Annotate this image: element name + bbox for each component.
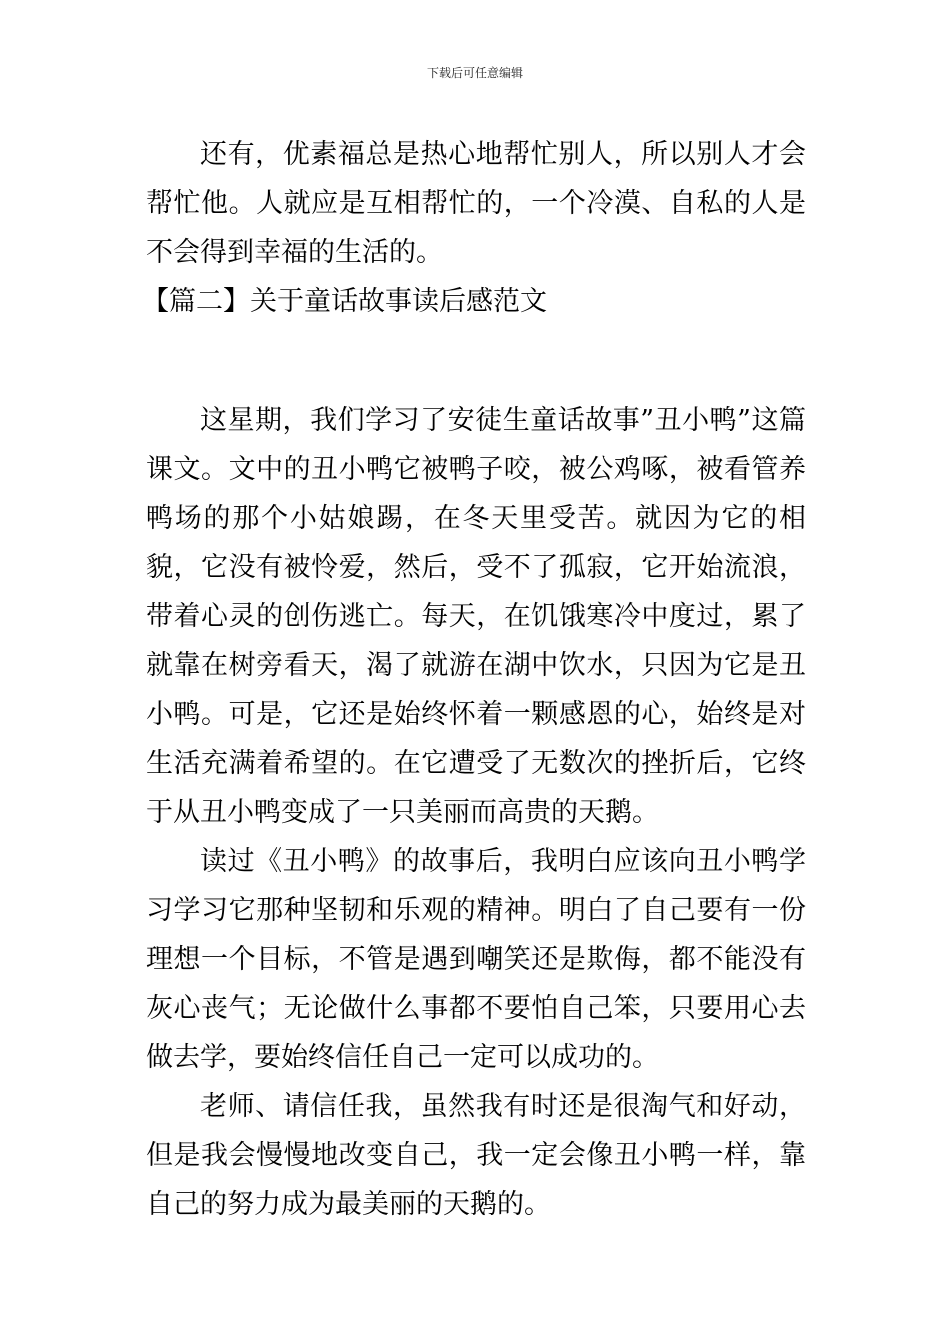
paragraph-3: 读过《丑小鸭》的故事后，我明白应该向丑小鸭学习学习它那种坚韧和乐观的精神。明白了自己要有一份理想一个目标，不管是遇到嘲笑还是欺侮，都不能没有灰心丧气；无论做什么事都不要怕自己笨，只要用心去做去学，要始终信任自己一定可以成功的。 <box>146 846 806 1073</box>
paragraph-2: 这星期，我们学习了安徒生童话故事”丑小鸭”这篇课文。文中的丑小鸭它被鸭子咬，被公鸡啄，被看管养鸭场的那个小姑娘踢，在冬天里受苦。就因为它的相貌，它没有被怜爱，然后，受不了孤寂，它开始流浪，带着心灵的创伤逃亡。每天，在饥饿寒冷中度过，累了就靠在树旁看天，渴了就游在湖中饮水，只因为它是丑小鸭。可是，它还是始终怀着一颗感恩的心，始终是对生活充满着希望的。在它遭受了无数次的挫折后，它终于从丑小鸭变成了一只美丽而高贵的天鹅。 <box>146 405 806 828</box>
paragraph-1: 还有，优素福总是热心地帮忙别人，所以别人才会帮忙他。人就应是互相帮忙的，一个冷漠、自私的人是不会得到幸福的生活的。 <box>146 139 806 268</box>
section-spacer <box>146 326 806 396</box>
document-body <box>142 130 806 1229</box>
paragraph-4: 老师、请信任我，虽然我有时还是很淘气和好动，但是我会慢慢地改变自己，我一定会像丑小鸭一样，靠自己的努力成为最美丽的天鹅的。 <box>146 1091 806 1220</box>
section-title: 【篇二】关于童话故事读后感范文 <box>142 286 547 317</box>
page-header: 下载后可任意编辑 <box>426 66 523 80</box>
